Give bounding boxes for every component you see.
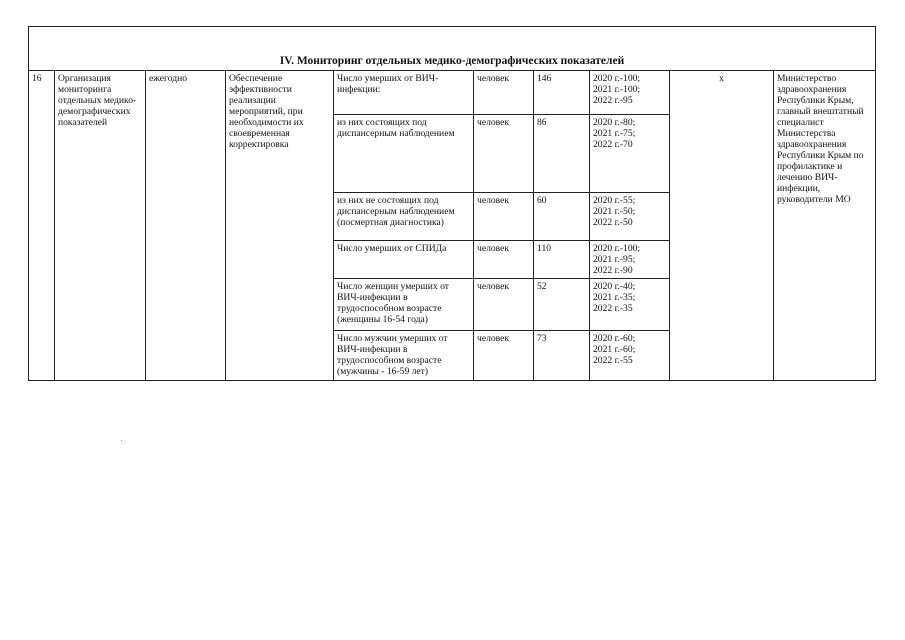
indicator-value: 60 [534, 193, 590, 241]
target-line: 2022 г.-90 [593, 265, 633, 277]
target-line: 2021 г.-50; [593, 206, 636, 218]
indicator-unit: человек [474, 71, 534, 115]
mark-cell: х [670, 71, 774, 381]
indicator-name: из них состоящих под диспансерным наблюдением [334, 115, 474, 193]
activity-cell: Организация мониторинга отдельных медико-демографических показателей [55, 71, 146, 381]
table-row [29, 71, 876, 115]
target-line: 2022 г.-35 [593, 303, 633, 315]
indicator-targets [590, 71, 670, 115]
row-number: 16 [29, 71, 55, 381]
indicator-name: из них не состоящих под диспансерным наблюдением (посмертная диагностика) [334, 193, 474, 241]
target-line: 2022 г.-70 [593, 139, 633, 151]
target-line: 2021 г.-60; [593, 344, 636, 356]
target-line: 2022 г.-95 [593, 95, 633, 107]
target-line: 2020 г.-100; [593, 73, 641, 84]
indicator-targets [590, 193, 670, 241]
indicator-name: Число мужчин умерших от ВИЧ-инфекции в трудоспособном возрасте (мужчины - 16-59 лет) [334, 331, 474, 381]
indicator-unit: человек [474, 193, 534, 241]
target-line: 2021 г.-95; [593, 254, 636, 266]
target-line: 2020 г.-60; [593, 333, 636, 345]
indicator-targets [590, 115, 670, 193]
scan-speck [121, 440, 122, 441]
indicator-targets [590, 241, 670, 279]
indicator-value: 86 [534, 115, 590, 193]
indicator-name: Число умерших от ВИЧ-инфекции: [334, 71, 474, 115]
indicator-unit: человек [474, 279, 534, 331]
indicator-name: Число женщин умерших от ВИЧ-инфекции в трудоспособном возрасте (женщины 16-54 года) [334, 279, 474, 331]
indicator-value: 73 [534, 331, 590, 381]
indicator-unit: человек [474, 115, 534, 193]
section-header-row [29, 27, 876, 71]
target-line: 2022 г.-55 [593, 355, 633, 367]
target-line: 2021 г.-75; [593, 128, 636, 140]
indicator-value: 110 [534, 241, 590, 279]
target-line: 2020 г.-80; [593, 117, 636, 128]
indicator-targets [590, 331, 670, 381]
section-title: IV. Мониторинг отдельных медико-демографических показателей [29, 27, 876, 71]
target-line: 2022 г.-50 [593, 217, 633, 229]
responsible-cell: Министерство здравоохранения Республики Крым, главный внештатный специалист Министерства здравоохранения Республики Крым по профилактике и лечению ВИЧ-инфекции, руководители МО [774, 71, 876, 381]
target-line: 2020 г.-100; [593, 243, 641, 254]
monitoring-table [28, 26, 876, 381]
period-cell: ежегодно [146, 71, 226, 381]
indicator-unit: человек [474, 241, 534, 279]
indicator-unit: человек [474, 331, 534, 381]
target-line: 2020 г.-40; [593, 281, 636, 293]
goal-cell: Обеспечение эффективности реализации мероприятий, при необходимости их своевременная корректировка [226, 71, 334, 381]
indicator-value: 146 [534, 71, 590, 115]
indicator-name: Число умерших от СПИДа [334, 241, 474, 279]
target-line: 2020 г.-55; [593, 195, 636, 206]
target-line: 2021 г.-35; [593, 292, 636, 304]
target-line: 2021 г.-100; [593, 84, 641, 96]
indicator-targets [590, 279, 670, 331]
indicator-value: 52 [534, 279, 590, 331]
